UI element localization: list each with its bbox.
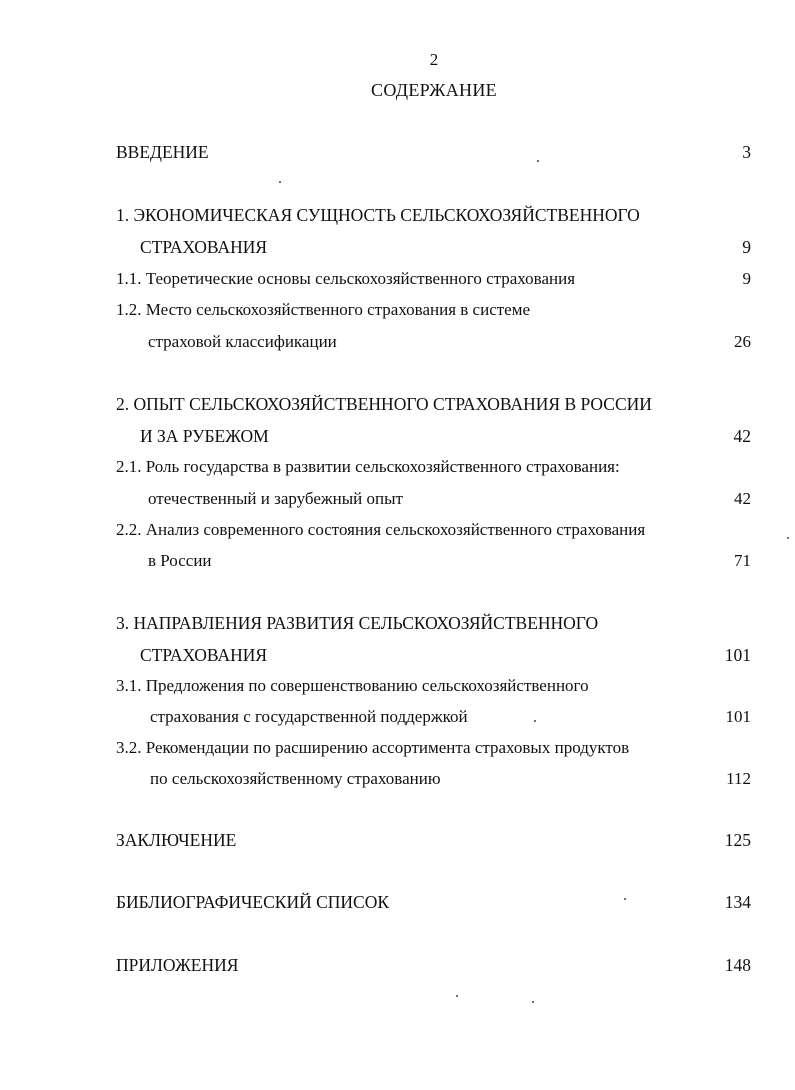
toc-entry-page: 148 xyxy=(724,955,751,975)
toc-entry-label: И ЗА РУБЕЖОМ xyxy=(140,426,269,446)
toc-entry-page: 42 xyxy=(734,489,751,508)
scan-speck xyxy=(624,898,626,900)
toc-section-1-2-line-2 xyxy=(0,332,795,356)
toc-entry-label: БИБЛИОГРАФИЧЕСКИЙ СПИСОК xyxy=(116,892,390,912)
toc-entry-label: отечественный и зарубежный опыт xyxy=(148,489,403,508)
toc-section-3-2-line-1 xyxy=(0,738,795,762)
toc-chapter-2-line-2 xyxy=(0,426,795,450)
toc-entry-label: по сельскохозяйственному страхованию xyxy=(150,769,441,788)
toc-entry-bibliography xyxy=(0,892,795,916)
toc-section-3-1-line-1 xyxy=(0,676,795,700)
toc-entry-label: 3.1. Предложения по совершенствованию сельскохозяйственного xyxy=(116,676,589,695)
toc-entry-page: 3 xyxy=(742,142,751,162)
scan-speck xyxy=(537,160,539,162)
toc-section-2-1-line-2 xyxy=(0,489,795,513)
scan-speck xyxy=(787,537,789,539)
toc-entry-conclusion xyxy=(0,830,795,854)
scan-speck xyxy=(279,181,281,183)
toc-entry-intro xyxy=(0,142,795,166)
scan-speck xyxy=(456,995,458,997)
toc-entry-label: 2. ОПЫТ СЕЛЬСКОХОЗЯЙСТВЕННОГО СТРАХОВАНИЯ В РОССИИ xyxy=(116,394,652,414)
toc-entry-label: ЗАКЛЮЧЕНИЕ xyxy=(116,830,237,850)
page-title: СОДЕРЖАНИЕ xyxy=(371,80,497,100)
toc-entry-label: 2.1. Роль государства в развитии сельскохозяйственного страхования: xyxy=(116,457,620,476)
toc-entry-page: 134 xyxy=(724,892,751,912)
toc-entry-page: 9 xyxy=(742,269,751,288)
scan-speck xyxy=(534,720,536,722)
toc-entry-label: в России xyxy=(148,551,212,570)
toc-entry-label: 1.2. Место сельскохозяйственного страхования в системе xyxy=(116,300,531,319)
toc-entry-appendices xyxy=(0,955,795,979)
page-number: 2 xyxy=(429,50,439,69)
toc-entry-page: 71 xyxy=(734,551,751,570)
toc-chapter-3-line-1 xyxy=(0,613,795,637)
toc-entry-label: 3. НАПРАВЛЕНИЯ РАЗВИТИЯ СЕЛЬСКОХОЗЯЙСТВЕННОГО xyxy=(116,613,599,633)
toc-chapter-3-line-2 xyxy=(0,645,795,669)
toc-section-3-1-line-2 xyxy=(0,707,795,731)
toc-section-1-1 xyxy=(0,269,795,293)
toc-section-2-2-line-2 xyxy=(0,551,795,575)
toc-entry-label: СТРАХОВАНИЯ xyxy=(140,645,268,665)
toc-entry-label: 1. ЭКОНОМИЧЕСКАЯ СУЩНОСТЬ СЕЛЬСКОХОЗЯЙСТВЕННОГО xyxy=(116,205,640,225)
toc-entry-label: СТРАХОВАНИЯ xyxy=(140,237,268,257)
toc-section-2-2-line-1 xyxy=(0,520,795,544)
toc-chapter-2-line-1 xyxy=(0,394,795,418)
toc-entry-page: 112 xyxy=(726,769,751,788)
toc-section-2-1-line-1 xyxy=(0,457,795,481)
toc-entry-page: 26 xyxy=(734,332,751,351)
toc-chapter-1-line-2 xyxy=(0,237,795,261)
toc-entry-page: 101 xyxy=(724,645,751,665)
toc-entry-label: страхования с государственной поддержкой xyxy=(150,707,468,726)
toc-section-1-2-line-1 xyxy=(0,300,795,324)
toc-chapter-1-line-1 xyxy=(0,205,795,229)
toc-entry-page: 42 xyxy=(733,426,751,446)
toc-entry-page: 9 xyxy=(742,237,751,257)
toc-entry-page: 101 xyxy=(725,707,751,726)
toc-entry-label: 2.2. Анализ современного состояния сельскохозяйственного страхования xyxy=(116,520,646,539)
scan-speck xyxy=(532,1001,534,1003)
toc-entry-label: ПРИЛОЖЕНИЯ xyxy=(116,955,239,975)
toc-entry-label: страховой классификации xyxy=(148,332,337,351)
toc-entry-label: 3.2. Рекомендации по расширению ассортимента страховых продуктов xyxy=(116,738,630,757)
toc-section-3-2-line-2 xyxy=(0,769,795,793)
toc-entry-label: 1.1. Теоретические основы сельскохозяйственного страхования xyxy=(116,269,576,288)
toc-entry-label: ВВЕДЕНИЕ xyxy=(116,142,209,162)
toc-entry-page: 125 xyxy=(724,830,751,850)
